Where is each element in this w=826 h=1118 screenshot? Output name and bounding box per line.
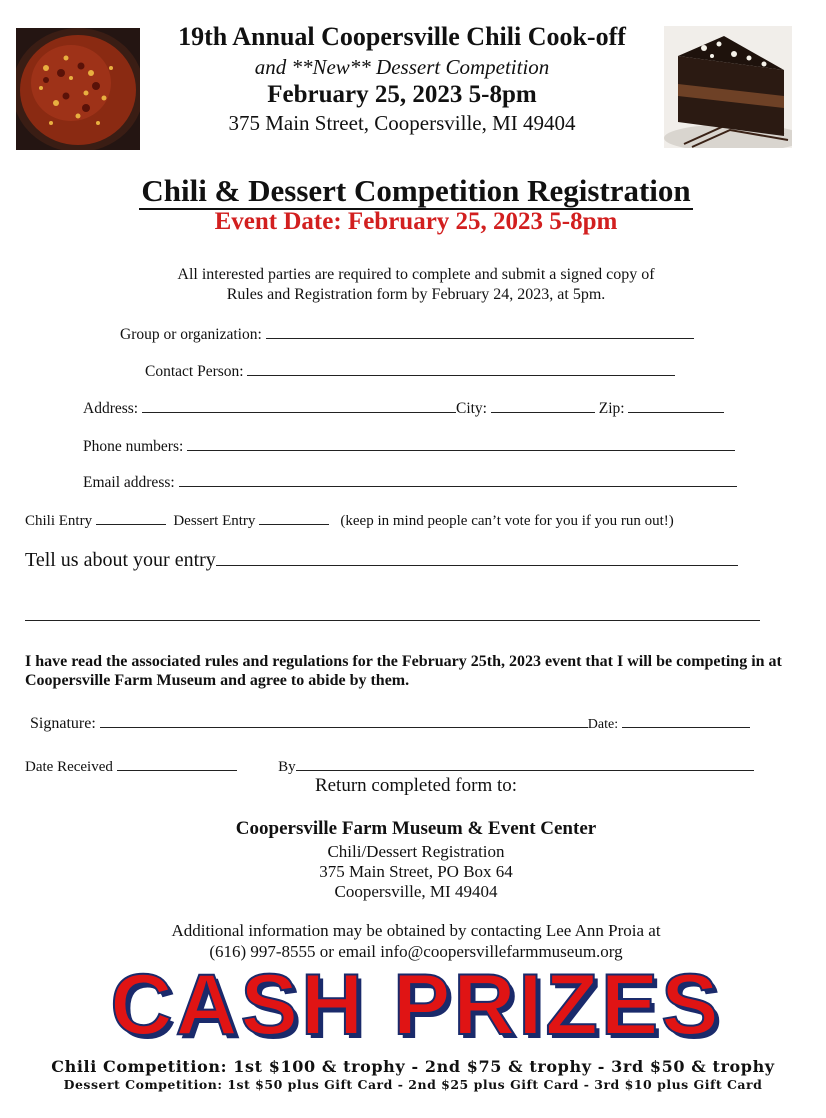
chili-entry-label: Chili Entry: [25, 513, 93, 529]
contact-input-line[interactable]: [247, 361, 675, 376]
declaration-text: I have read the associated rules and regulations for the February 25th, 2023 event that I will be competing in at Coopersville Farm Museum and agree to abide by them.: [25, 653, 782, 689]
organization-line-2: 375 Main Street, PO Box 64: [319, 862, 513, 881]
city-label: City:: [455, 400, 487, 417]
info-line-2: (616) 997-8555 or email info@coopersvillefarmmuseum.org: [209, 942, 623, 961]
dessert-competition-prizes: Dessert Competition: 1st $50 plus Gift Card - 2nd $25 plus Gift Card - 3rd $10 plus Gift Card: [63, 1077, 763, 1092]
group-field-row: [120, 324, 694, 344]
event-date-header: February 25, 2023 5-8pm: [267, 81, 537, 108]
info-line-1: Additional information may be obtained by contacting Lee Ann Proia at: [171, 921, 661, 940]
email-label: Email address:: [83, 474, 175, 491]
chili-competition-prizes: Chili Competition: 1st $100 & trophy - 2nd $75 & trophy - 3rd $50 & trophy: [51, 1057, 775, 1076]
date-input-line[interactable]: [622, 713, 750, 728]
event-address: 375 Main Street, Coopersville, MI 49404: [228, 111, 576, 135]
form-title: [0, 173, 826, 209]
date-label: Date:: [587, 717, 619, 732]
signature-input-line[interactable]: [100, 713, 588, 728]
group-input-line[interactable]: [266, 324, 694, 339]
event-date: Event Date: February 25, 2023 5-8pm: [214, 208, 618, 235]
received-row: [25, 756, 754, 776]
signature-label: Signature:: [30, 715, 96, 732]
dessert-entry-label: Dessert Entry: [173, 513, 256, 529]
city-input-line[interactable]: [491, 398, 595, 413]
form-title-text: Chili & Dessert Competition Registration: [141, 173, 691, 208]
about-label: Tell us about your entry: [25, 549, 216, 571]
contact-field-row: [145, 361, 675, 381]
signature-row: [30, 713, 750, 733]
address-input-line[interactable]: [142, 398, 456, 413]
chili-entry-input-line[interactable]: [96, 510, 166, 525]
address-field-row: [83, 398, 724, 418]
organization-line-3: Coopersville, MI 49404: [334, 882, 498, 901]
entry-field-row: [25, 510, 674, 530]
organization-name: Coopersville Farm Museum & Event Center: [235, 818, 597, 839]
dessert-entry-input-line[interactable]: [259, 510, 329, 525]
zip-label: Zip:: [598, 400, 625, 417]
by-label: By: [278, 759, 296, 775]
phone-field-row: [83, 436, 735, 456]
intro-line-1: All interested parties are required to complete and submit a signed copy of: [177, 266, 655, 283]
intro-line-2: Rules and Registration form by February 24, 2023, at 5pm.: [226, 286, 606, 303]
about-input-line[interactable]: [216, 547, 738, 566]
event-subtitle: and **New** Dessert Competition: [254, 55, 550, 79]
address-label: Address:: [83, 400, 139, 417]
group-label: Group or organization:: [120, 326, 262, 343]
phone-input-line[interactable]: [187, 436, 735, 451]
about-input-line-2[interactable]: [25, 604, 760, 621]
return-label: Return completed form to:: [314, 775, 518, 796]
email-field-row: [83, 472, 737, 492]
about-field-row: [25, 547, 738, 572]
contact-label: Contact Person:: [145, 363, 244, 380]
email-input-line[interactable]: [179, 472, 737, 487]
chocolate-cake-photo: [664, 26, 792, 148]
date-received-input-line[interactable]: [117, 756, 237, 771]
entry-note: (keep in mind people can’t vote for you if you run out!): [340, 513, 674, 529]
phone-label: Phone numbers:: [83, 438, 184, 455]
cash-prizes-banner: CASH PRIZES: [110, 957, 722, 1053]
zip-input-line[interactable]: [628, 398, 724, 413]
date-received-label: Date Received: [25, 759, 113, 775]
organization-line-1: Chili/Dessert Registration: [327, 842, 505, 861]
by-input-line[interactable]: [296, 756, 754, 771]
intro-text: [60, 265, 772, 305]
event-title: 19th Annual Coopersville Chili Cook-off: [178, 22, 626, 51]
chili-bowl-photo: [16, 28, 140, 150]
